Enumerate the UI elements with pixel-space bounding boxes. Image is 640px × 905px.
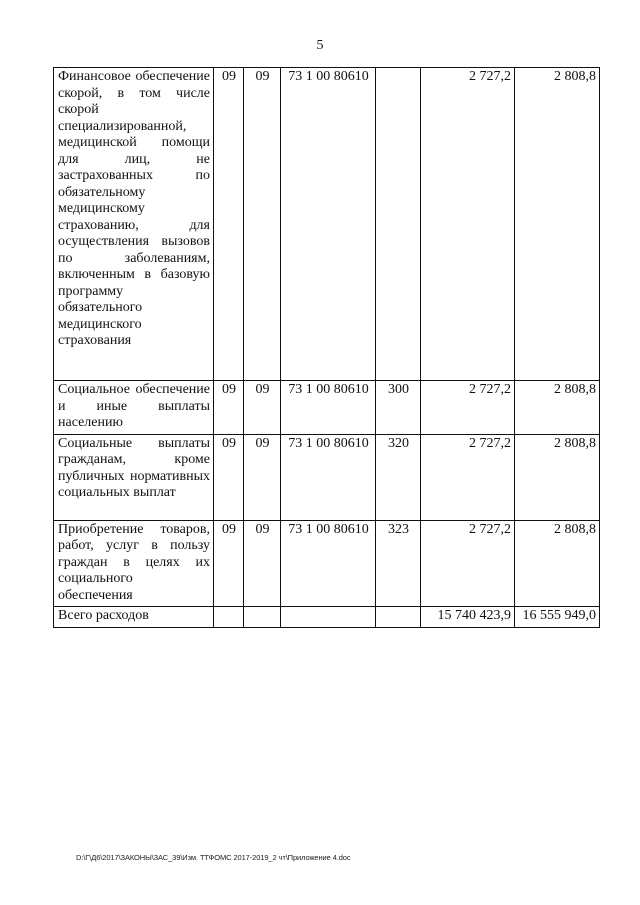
row-name-cell: Приобретение товаров, работ, услуг в пользу граждан в целях их социального обеспечения <box>54 520 214 607</box>
empty-cell <box>244 607 281 628</box>
subsection-code-cell: 09 <box>244 68 281 381</box>
subsection-code-cell: 09 <box>244 381 281 435</box>
section-code-cell: 09 <box>214 381 244 435</box>
empty-cell <box>376 607 421 628</box>
table-row <box>54 434 600 520</box>
expense-type-cell: 323 <box>376 520 421 607</box>
empty-cell <box>281 607 376 628</box>
amount-year2-cell: 2 808,8 <box>515 381 600 435</box>
expense-type-cell: 320 <box>376 434 421 520</box>
section-code-cell: 09 <box>214 68 244 381</box>
total-amount-year1: 15 740 423,9 <box>421 607 515 628</box>
empty-cell <box>214 607 244 628</box>
page-number: 5 <box>316 38 324 53</box>
row-name-cell: Социальные выплаты гражданам, кроме публичных нормативных социальных выплат <box>54 434 214 520</box>
subsection-code-cell: 09 <box>244 434 281 520</box>
table-row <box>54 520 600 607</box>
row-name-cell: Социальное обеспечение и иные выплаты населению <box>54 381 214 435</box>
total-amount-year2: 16 555 949,0 <box>515 607 600 628</box>
target-article-cell: 73 1 00 80610 <box>281 434 376 520</box>
total-label: Всего расходов <box>54 607 214 628</box>
amount-year2-cell: 2 808,8 <box>515 68 600 381</box>
target-article-cell: 73 1 00 80610 <box>281 68 376 381</box>
amount-year1-cell: 2 727,2 <box>421 434 515 520</box>
section-code-cell: 09 <box>214 520 244 607</box>
amount-year2-cell: 2 808,8 <box>515 520 600 607</box>
amount-year2-cell: 2 808,8 <box>515 434 600 520</box>
budget-table <box>53 67 600 628</box>
table-row <box>54 68 600 381</box>
amount-year1-cell: 2 727,2 <box>421 381 515 435</box>
amount-year1-cell: 2 727,2 <box>421 68 515 381</box>
target-article-cell: 73 1 00 80610 <box>281 381 376 435</box>
table-row <box>54 381 600 435</box>
target-article-cell: 73 1 00 80610 <box>281 520 376 607</box>
subsection-code-cell: 09 <box>244 520 281 607</box>
section-code-cell: 09 <box>214 434 244 520</box>
expense-type-cell <box>376 68 421 381</box>
expense-type-cell: 300 <box>376 381 421 435</box>
amount-year1-cell: 2 727,2 <box>421 520 515 607</box>
row-name-cell: Финансовое обеспечение скорой, в том числе скорой специализированной, медицинской помощи для лиц, не застрахованных по обязательному медицинскому страхованию, для осуществления вызовов по заболеваниям, включенным в базовую программу обязательного медицинского страхования <box>54 68 214 381</box>
total-row <box>54 607 600 628</box>
footer-file-path: D:\Г\Д6\2017\ЗАКОНЫ\ЗАС_39\Изм. ТТФОМС 2017-2019_2 чт\Приложение 4.doc <box>76 853 351 862</box>
